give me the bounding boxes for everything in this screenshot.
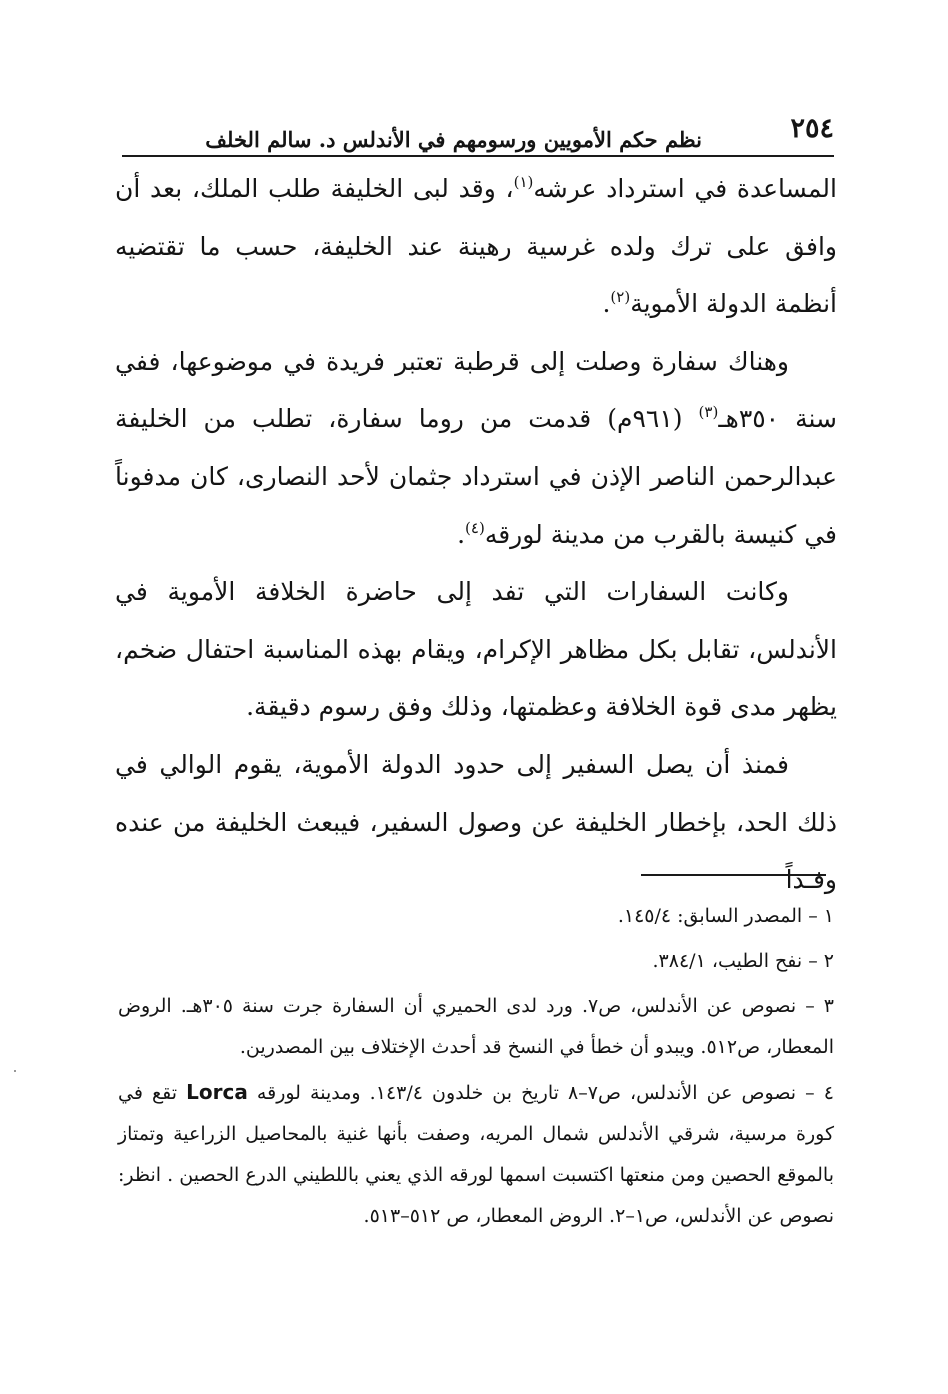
paragraph-1 (115, 160, 837, 333)
paragraph-2 (115, 333, 837, 563)
footnote-ref-4: (٤) (465, 518, 485, 537)
main-text (115, 160, 837, 909)
footnote-ref-2: (٢) (610, 288, 631, 307)
paragraph-4: فمنذ أن يصل السفير إلى حدود الدولة الأموية، يقوم الوالي في ذلك الحد، بإخطار الخليفة عن وصول السفير، فيبعث الخليفة من عنده وفـداً (115, 749, 837, 895)
paragraph-3: وكانت السفارات التي تفد إلى حاضرة الخلافة الأموية في الأندلس، تقابل بكل مظاهر الإكرام، ويقام بهذه المناسبة احتفال ضخم، يظهر مدى قوة الخلافة وعظمتها، وذلك وفق رسوم دقيقة. (115, 577, 837, 722)
paragraph-text: . (602, 289, 611, 319)
footnote-2: ٢ – نفح الطيب، ٣٨٤/١. (652, 950, 834, 972)
footnotes (118, 896, 834, 1237)
footnote-ref-1: (١) (513, 173, 534, 191)
page-header (122, 112, 834, 156)
paragraph-text: (٩٦١م) قدمت من روما سفارة، تطلب من الخليفة عبدالرحمن الناصر الإذن في استرداد جثمان لأحد النصارى، كان مدفوناً في كنيسة بالقرب من مدينة لورقه (115, 404, 837, 549)
paragraph-text: المساعدة في استرداد عرشه (533, 174, 837, 203)
header-rule (122, 155, 834, 157)
footnote-separator (641, 874, 826, 876)
running-title: نظم حكم الأمويين ورسومهم في الأندلس د. سالم الخلف (205, 127, 702, 152)
footnote-4 (118, 1072, 834, 1237)
footnote-ref-3: (٣) (698, 403, 719, 422)
paragraph-text: ، وقد لبى الخليفة طلب الملك، بعد أن وافق على ترك ولده غرسية رهينة عند الخليفة، حسب ما تقتضيه أنظمة الدولة الأموية (115, 174, 837, 319)
footnote-1: ١ – المصدر السابق: ١٤٥/٤. (617, 905, 834, 927)
footnote-text: تقع في كورة مرسية، شرقي الأندلس شمال المريه، وصفت بأنها غنية بالمحاصيل الزراعية وتمتاز بالموقع الحصين ومن منعتها اكتسبت اسمها لورقه الذي يعني باللطيني الدرع الحصين . انظر: نصوص عن الأندلس، ص١–٢. الروض المعطار، ص ٥١٢–٥١٣. (118, 1082, 834, 1227)
paragraph-text: وهناك سفارة وصلت إلى قرطبة تعتبر فريدة في موضوعها، ففي سنة ٣٥٠هـ (115, 346, 838, 434)
footnote-text: ٤ – نصوص عن الأندلس، ص٧–٨ تاريخ بن خلدون ١٤٣/٤. ومدينة لورقه (247, 1082, 834, 1104)
latin-term: Lorca (186, 1080, 248, 1104)
paragraph-text: . (457, 519, 466, 549)
scan-speck (14, 1070, 16, 1072)
footnote-3: ٣ – نصوص عن الأندلس، ص٧. ورد لدى الحميري أن السفارة جرت سنة ٣٠٥هـ. الروض المعطار، ص٥١٢. ويبدو أن خطأ في النسخ قد أحدث الإختلاف بين المصدرين. (118, 995, 834, 1058)
page-number: ٢٥٤ (790, 113, 834, 144)
